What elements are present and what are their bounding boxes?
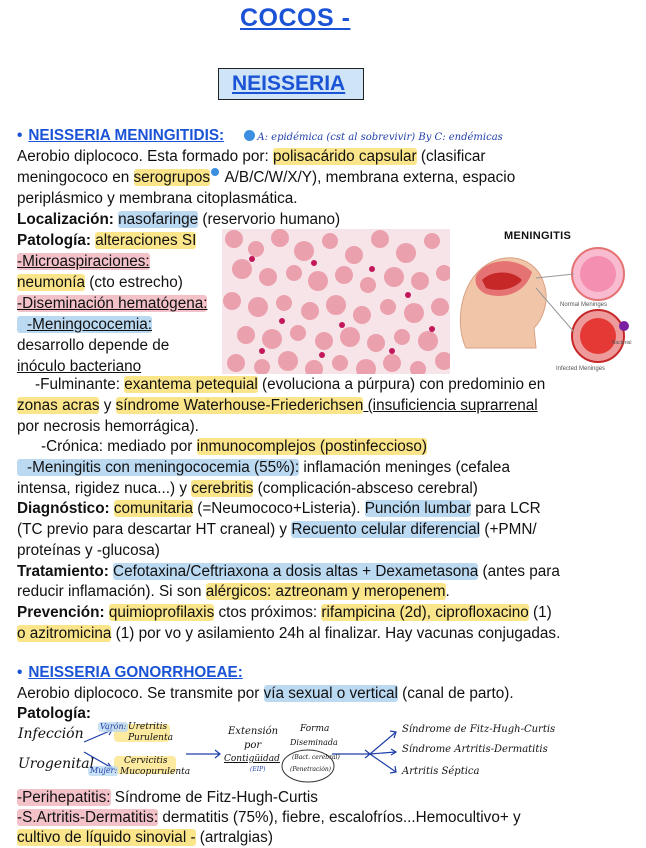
highlight: Cefotaxina/Ceftriaxona a dosis altas + Dexametasona — [113, 563, 479, 580]
diagram-out-fitz: Síndrome de Fitz-Hugh-Curtis — [402, 724, 556, 735]
text: Aerobio diplococo. Se transmite por — [17, 685, 264, 702]
diagram-urogenital: Urogenital — [18, 756, 95, 772]
text: Síndrome de Fitz-Hugh-Curtis — [110, 789, 318, 806]
text: (clasificar — [416, 148, 486, 165]
diagram-mucopurulenta: Mucopurulenta — [120, 767, 191, 777]
text: reducir inflamación). Si son — [17, 583, 206, 600]
text: dermatitis (75%), fiebre, escalofríos...Hemocultivo+ y — [158, 809, 521, 826]
diagram-infeccion: Infección — [18, 726, 84, 742]
label: Diagnóstico: — [17, 500, 114, 517]
diagram-varon: Varón: — [100, 722, 127, 731]
localizacion-line — [17, 210, 340, 230]
text-line: desarrollo depende de — [17, 337, 170, 354]
highlight: o azitromicina — [17, 625, 112, 642]
text-line — [17, 375, 545, 395]
highlight: alérgicos: aztreonam y meropenem — [205, 583, 446, 600]
text-line — [17, 684, 514, 704]
highlight: -Perihepatitis: — [17, 789, 111, 806]
text: (evoluciona a púrpura) con predominio en — [257, 376, 546, 393]
blood-smear-svg — [222, 229, 450, 374]
highlight: comunitaria — [113, 500, 193, 517]
text-line — [17, 437, 427, 457]
label: Patología: — [17, 705, 91, 722]
highlight: exantema petequial — [124, 376, 258, 393]
diagram-purulenta: Purulenta — [128, 733, 173, 743]
annotation-dot-icon — [244, 130, 255, 141]
text-line: periplásmico y membrana citoplasmática. — [17, 190, 298, 207]
highlight: zonas acras — [17, 397, 100, 414]
page-title: COCOS - — [240, 4, 351, 32]
page-subtitle: NEISSERIA — [232, 72, 346, 95]
text: y — [99, 397, 116, 414]
patologia-line — [17, 231, 196, 251]
text: (1) por vo y asilamiento 24h al finalizar. Hay vacunas conjugadas. — [111, 625, 561, 642]
text-line — [17, 458, 510, 478]
diagnostico-line — [17, 499, 541, 519]
diagram-bact: (Bact. cerebral) — [292, 754, 340, 761]
highlight: polisacárido capsular — [272, 148, 417, 165]
highlight: -Microaspiraciones: — [17, 253, 150, 270]
handwritten-note: A: epidémica (cst al sobrevivir) By C: endémicas — [257, 132, 503, 143]
prevencion-line — [17, 603, 552, 623]
text: ctos próximos: — [214, 604, 322, 621]
highlight: cerebritis — [191, 480, 254, 497]
text-line — [17, 808, 521, 828]
figure-title: MENINGITIS — [504, 230, 572, 242]
text-line — [17, 828, 273, 848]
text: para LCR — [471, 500, 541, 517]
text: (+PMN/ — [480, 521, 537, 538]
diagram-uretritis: Uretritis — [128, 722, 168, 732]
meningitis-figure — [452, 228, 638, 376]
label: Localización: — [17, 211, 119, 228]
highlight: alteraciones SI — [95, 232, 197, 249]
text-line — [17, 520, 537, 540]
diagram-extension: Extensión — [228, 726, 279, 737]
section-title: NEISSERIA MENINGITIDIS: — [28, 127, 225, 144]
handwritten-diagram — [18, 722, 578, 788]
diagram-diseminada: Diseminada — [290, 738, 338, 747]
bullet: • — [17, 664, 23, 681]
diagram-cervicitis: Cervicitis — [124, 756, 168, 766]
highlight: síndrome Waterhouse-Friederichsen — [115, 397, 364, 414]
highlight: quimioprofilaxis — [108, 604, 215, 621]
blood-smear-image — [222, 229, 450, 374]
diagram-mujer: Mujer: — [90, 766, 118, 775]
diagram-eip: (EIP) — [250, 766, 266, 773]
diagram-out-artritis-dermatitis: Síndrome Artritis-Dermatitis — [402, 744, 548, 755]
text-line: inóculo bacteriano — [17, 358, 142, 375]
diagram-contiguidad: Contigüidad — [224, 754, 280, 764]
text: (TC previo para descartar HT craneal) y — [17, 521, 292, 538]
text: -Crónica: mediado por — [41, 438, 197, 455]
text-line: proteínas y -glucosa) — [17, 542, 160, 559]
text-line — [17, 788, 318, 808]
highlight: rifampicina (2d), ciprofloxacino — [321, 604, 529, 621]
text: (complicación-absceso cerebral) — [253, 480, 478, 497]
patologia-line — [17, 704, 91, 724]
highlight: neumonía — [17, 274, 86, 291]
highlight: -Meningitis con meningococemia (55%): — [17, 459, 299, 476]
diagram-out-artritis-septica: Artritis Séptica — [402, 766, 480, 777]
tratamiento-line — [17, 562, 560, 582]
text: Aerobio diplococo. Esta formado por: — [17, 148, 273, 165]
text: -Fulminante: — [35, 376, 125, 393]
diagram-penetracion: (Penetración) — [290, 766, 332, 773]
text: (=Neumococo+Listeria). — [192, 500, 365, 517]
label: Tratamiento: — [17, 563, 114, 580]
text: (canal de parto). — [397, 685, 514, 702]
text: intensa, rigidez nuca...) y — [17, 480, 192, 497]
text: (insuficiencia suprarrenal — [363, 397, 538, 414]
text-line — [17, 168, 515, 188]
diagram-forma: Forma — [300, 724, 330, 734]
section-title: NEISSERIA GONORRHOEAE: — [28, 664, 243, 681]
text-line — [17, 273, 183, 293]
text: meningococo en — [17, 169, 134, 186]
highlight: Punción lumbar — [364, 500, 472, 517]
text: . — [445, 583, 450, 600]
label: Patología: — [17, 232, 96, 249]
highlight: -S.Artritis-Dermatitis: — [17, 809, 159, 826]
highlight: -Meningococemia: — [17, 316, 152, 333]
figure-label-bacteria: Bacterial — [612, 340, 632, 346]
section-gonorrhoeae-heading — [17, 663, 243, 683]
text-line — [17, 396, 538, 416]
bullet: • — [17, 127, 23, 144]
text: (artralgias) — [195, 829, 273, 846]
section-meningitidis-heading — [17, 126, 503, 148]
text-line — [17, 294, 207, 314]
text-line — [17, 479, 478, 499]
text: (reservorio humano) — [198, 211, 341, 228]
text: A/B/C/W/X/Y), membrana externa, espacio — [221, 169, 516, 186]
text-line — [17, 582, 450, 602]
highlight: vía sexual o vertical — [263, 685, 398, 702]
label: Prevención: — [17, 604, 109, 621]
text: inflamación meninges (cefalea — [299, 459, 510, 476]
text-line — [17, 315, 152, 335]
text-line — [17, 252, 150, 272]
text-line — [17, 147, 486, 167]
highlight: inmunocomplejos (postinfeccioso) — [196, 438, 428, 455]
text-line — [17, 624, 560, 644]
text-line: por necrosis hemorrágica). — [17, 418, 199, 435]
highlight: -Diseminación hematógena: — [17, 295, 208, 312]
text: (1) — [528, 604, 552, 621]
highlight: serogrupos — [133, 169, 211, 186]
highlight: cultivo de líquido sinovial - — [17, 829, 196, 846]
highlight: nasofaringe — [118, 211, 199, 228]
figure-label-normal: Normal Meninges — [560, 302, 608, 308]
text: (cto estrecho) — [85, 274, 183, 291]
meningitis-svg — [452, 228, 638, 376]
text: (antes para — [478, 563, 560, 580]
highlight: Recuento celular diferencial — [291, 521, 481, 538]
figure-label-infected: Infected Meninges — [556, 366, 606, 372]
diagram-por: por — [244, 740, 262, 751]
annotation-dot-icon — [211, 168, 219, 176]
